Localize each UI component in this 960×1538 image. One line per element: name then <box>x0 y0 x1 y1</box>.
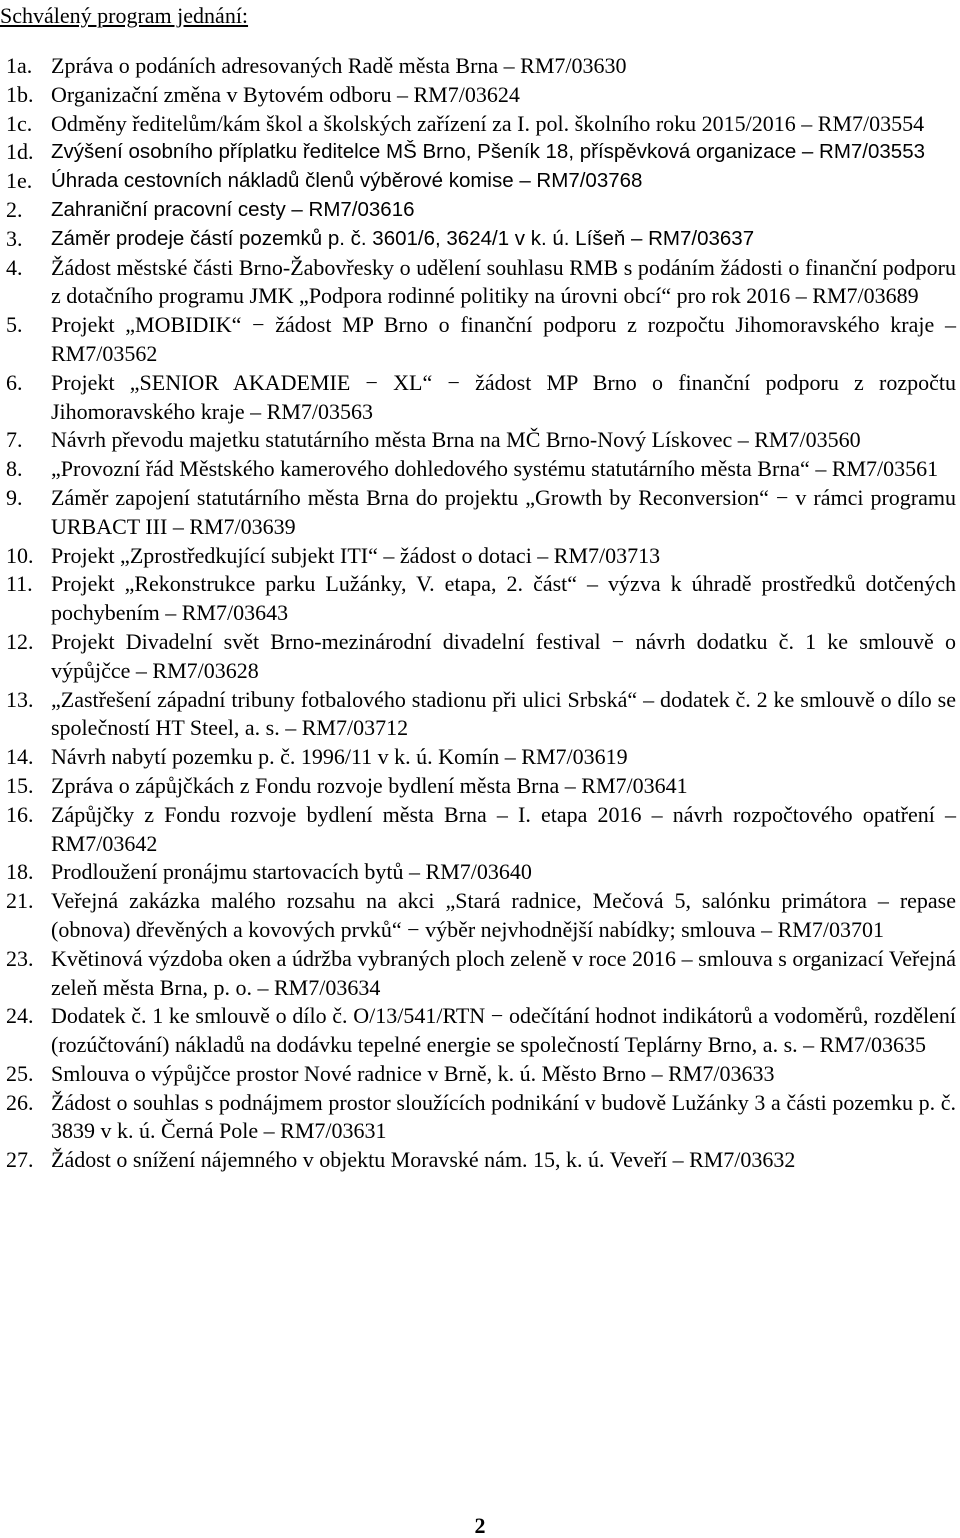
agenda-item-text: Záměr zapojení statutárního města Brna do projektu „Growth by Reconversion“ − v rámci programu URBACT III – RM7/03639 <box>51 484 956 539</box>
agenda-item-text: Projekt Divadelní svět Brno-mezinárodní divadelní festival − návrh dodatku č. 1 ke smlouvě o výpůjčce – RM7/03628 <box>51 628 956 683</box>
agenda-item-number: 8. <box>6 456 23 482</box>
agenda-item <box>6 311 956 369</box>
agenda-item <box>6 196 956 225</box>
agenda-item-number: 26. <box>6 1089 34 1115</box>
agenda-item-text: Projekt „SENIOR AKADEMIE − XL“ − žádost MP Brno o finanční podporu z rozpočtu Jihomoravského kraje – RM7/03563 <box>51 369 956 424</box>
agenda-item <box>6 138 956 167</box>
agenda-item-number: 6. <box>6 369 23 395</box>
agenda-item-number: 7. <box>6 427 23 453</box>
agenda-item-text: Úhrada cestovních nákladů členů výběrové komise – RM7/03768 <box>51 169 643 193</box>
agenda-item-text: Květinová výzdoba oken a údržba vybraných ploch zeleně v roce 2016 – smlouva s organizací Veřejná zeleň města Brna, p. o. – RM7/03634 <box>51 945 956 1000</box>
agenda-item <box>6 945 956 1003</box>
agenda-item-text: Záměr prodeje částí pozemků p. č. 3601/6, 3624/1 v k. ú. Líšeň – RM7/03637 <box>51 226 755 250</box>
agenda-item-number: 3. <box>6 225 23 251</box>
agenda-item-text: Návrh převodu majetku statutárního města Brna na MČ Brno-Nový Lískovec – RM7/03560 <box>51 427 861 453</box>
agenda-item-text: Projekt „Zprostředkující subjekt ITI“ – žádost o dotaci – RM7/03713 <box>51 542 661 568</box>
agenda-item <box>6 1002 956 1060</box>
agenda-item-number: 13. <box>6 686 34 712</box>
agenda-item-number: 25. <box>6 1060 34 1086</box>
agenda-item <box>6 1060 956 1089</box>
agenda-item-text: Zpráva o zápůjčkách z Fondu rozvoje bydlení města Brna – RM7/03641 <box>51 772 688 798</box>
agenda-item-number: 9. <box>6 484 23 510</box>
agenda-heading: Schválený program jednání: <box>0 3 249 28</box>
agenda-item-number: 12. <box>6 628 34 654</box>
agenda-item <box>6 686 956 744</box>
agenda-item <box>6 52 956 81</box>
agenda-item <box>6 743 956 772</box>
agenda-item <box>6 858 956 887</box>
agenda-item <box>6 110 956 139</box>
agenda-item-number: 24. <box>6 1003 34 1029</box>
agenda-item-text: „Provozní řád Městského kamerového dohledového systému statutárního města Brna“ – RM7/03561 <box>51 456 939 482</box>
agenda-item-number: 18. <box>6 859 34 885</box>
agenda-item-text: Projekt „MOBIDIK“ − žádost MP Brno o finanční podporu z rozpočtu Jihomoravského kraje – RM7/03562 <box>51 312 956 366</box>
agenda-item-number: 1c. <box>6 110 33 136</box>
agenda-item-text: Veřejná zakázka malého rozsahu na akci „Stará radnice, Mečová 5, salónku primátora – repase (obnova) dřevěných a kovových prvků“ − výběr nejvhodnější nabídky; smlouva – RM7/03701 <box>51 888 956 942</box>
agenda-item <box>6 426 956 455</box>
agenda-item-number: 4. <box>6 254 23 280</box>
agenda-item <box>6 167 956 196</box>
agenda-item-number: 5. <box>6 312 23 338</box>
agenda-item <box>6 484 956 542</box>
agenda-item-text: Smlouva o výpůjčce prostor Nové radnice v Brně, k. ú. Město Brno – RM7/03633 <box>51 1060 775 1086</box>
agenda-item <box>6 801 956 859</box>
agenda-item-number: 14. <box>6 744 34 770</box>
agenda-item-number: 16. <box>6 801 34 827</box>
agenda-item <box>6 254 956 312</box>
agenda-list <box>6 52 956 1175</box>
agenda-item <box>6 1146 956 1175</box>
page-number: 2 <box>474 1513 486 1538</box>
agenda-item-text: Zápůjčky z Fondu rozvoje bydlení města Brna – I. etapa 2016 – návrh rozpočtového opatření – RM7/03642 <box>51 801 956 856</box>
agenda-item <box>6 887 956 945</box>
agenda-item <box>6 225 956 254</box>
agenda-item-text: Žádost městské části Brno-Žabovřesky o udělení souhlasu RMB s podáním žádosti o finanční podporu z dotačního programu JMK „Podpora rodinné politiky na úrovni obcí“ pro rok 2016 – RM7/03689 <box>51 254 956 309</box>
agenda-item <box>6 570 956 628</box>
agenda-item-number: 23. <box>6 945 34 971</box>
agenda-item <box>6 542 956 571</box>
agenda-item <box>6 369 956 427</box>
agenda-item <box>6 1089 956 1147</box>
agenda-item-text: Návrh nabytí pozemku p. č. 1996/11 v k. ú. Komín – RM7/03619 <box>51 744 628 770</box>
agenda-item-number: 11. <box>6 571 33 597</box>
agenda-item-text: Zahraniční pracovní cesty – RM7/03616 <box>51 197 415 221</box>
agenda-item-number: 2. <box>6 196 23 222</box>
agenda-item-number: 1b. <box>6 81 34 107</box>
agenda-item-number: 27. <box>6 1147 34 1173</box>
agenda-item <box>6 81 956 110</box>
agenda-item-text: Projekt „Rekonstrukce parku Lužánky, V. etapa, 2. část“ – výzva k úhradě prostředků dotčených pochybením – RM7/03643 <box>51 571 956 626</box>
agenda-item-text: „Zastřešení západní tribuny fotbalového stadionu při ulici Srbská“ – dodatek č. 2 ke smlouvě o dílo se společností HT Steel, a. s. – RM7/03712 <box>51 686 956 741</box>
agenda-item-text: Žádost o souhlas s podnájmem prostor sloužících podnikání v budově Lužánky 3 a části pozemku p. č. 3839 v k. ú. Černá Pole – RM7/03631 <box>51 1089 956 1144</box>
agenda-item-text: Žádost o snížení nájemného v objektu Moravské nám. 15, k. ú. Veveří – RM7/03632 <box>51 1147 796 1173</box>
agenda-item-text: Organizační změna v Bytovém odboru – RM7/03624 <box>51 81 520 107</box>
agenda-item-number: 10. <box>6 542 34 568</box>
agenda-item-text: Zpráva o podáních adresovaných Radě města Brna – RM7/03630 <box>51 53 627 78</box>
agenda-item-text: Dodatek č. 1 ke smlouvě o dílo č. O/13/541/RTN − odečítání hodnot indikátorů a vodoměrů, rozdělení (rozúčtování) nákladů na dodávku tepelné energie se společností Teplárny Brno, a. s. – RM7/03635 <box>51 1003 956 1058</box>
agenda-item <box>6 772 956 801</box>
agenda-item-number: 15. <box>6 772 34 798</box>
agenda-item-number: 1d. <box>6 139 34 165</box>
agenda-item-number: 1a. <box>6 53 33 78</box>
agenda-item <box>6 455 956 484</box>
agenda-item-number: 21. <box>6 888 34 914</box>
agenda-item-text: Zvýšení osobního příplatku ředitelce MŠ Brno, Pšeník 18, příspěvková organizace – RM7/03553 <box>51 140 926 164</box>
agenda-item-number: 1e. <box>6 168 33 194</box>
agenda-item-text: Prodloužení pronájmu startovacích bytů – RM7/03640 <box>51 859 532 885</box>
agenda-item-text: Odměny ředitelům/kám škol a školských zařízení za I. pol. školního roku 2015/2016 – RM7/03554 <box>51 110 925 136</box>
agenda-item <box>6 628 956 686</box>
